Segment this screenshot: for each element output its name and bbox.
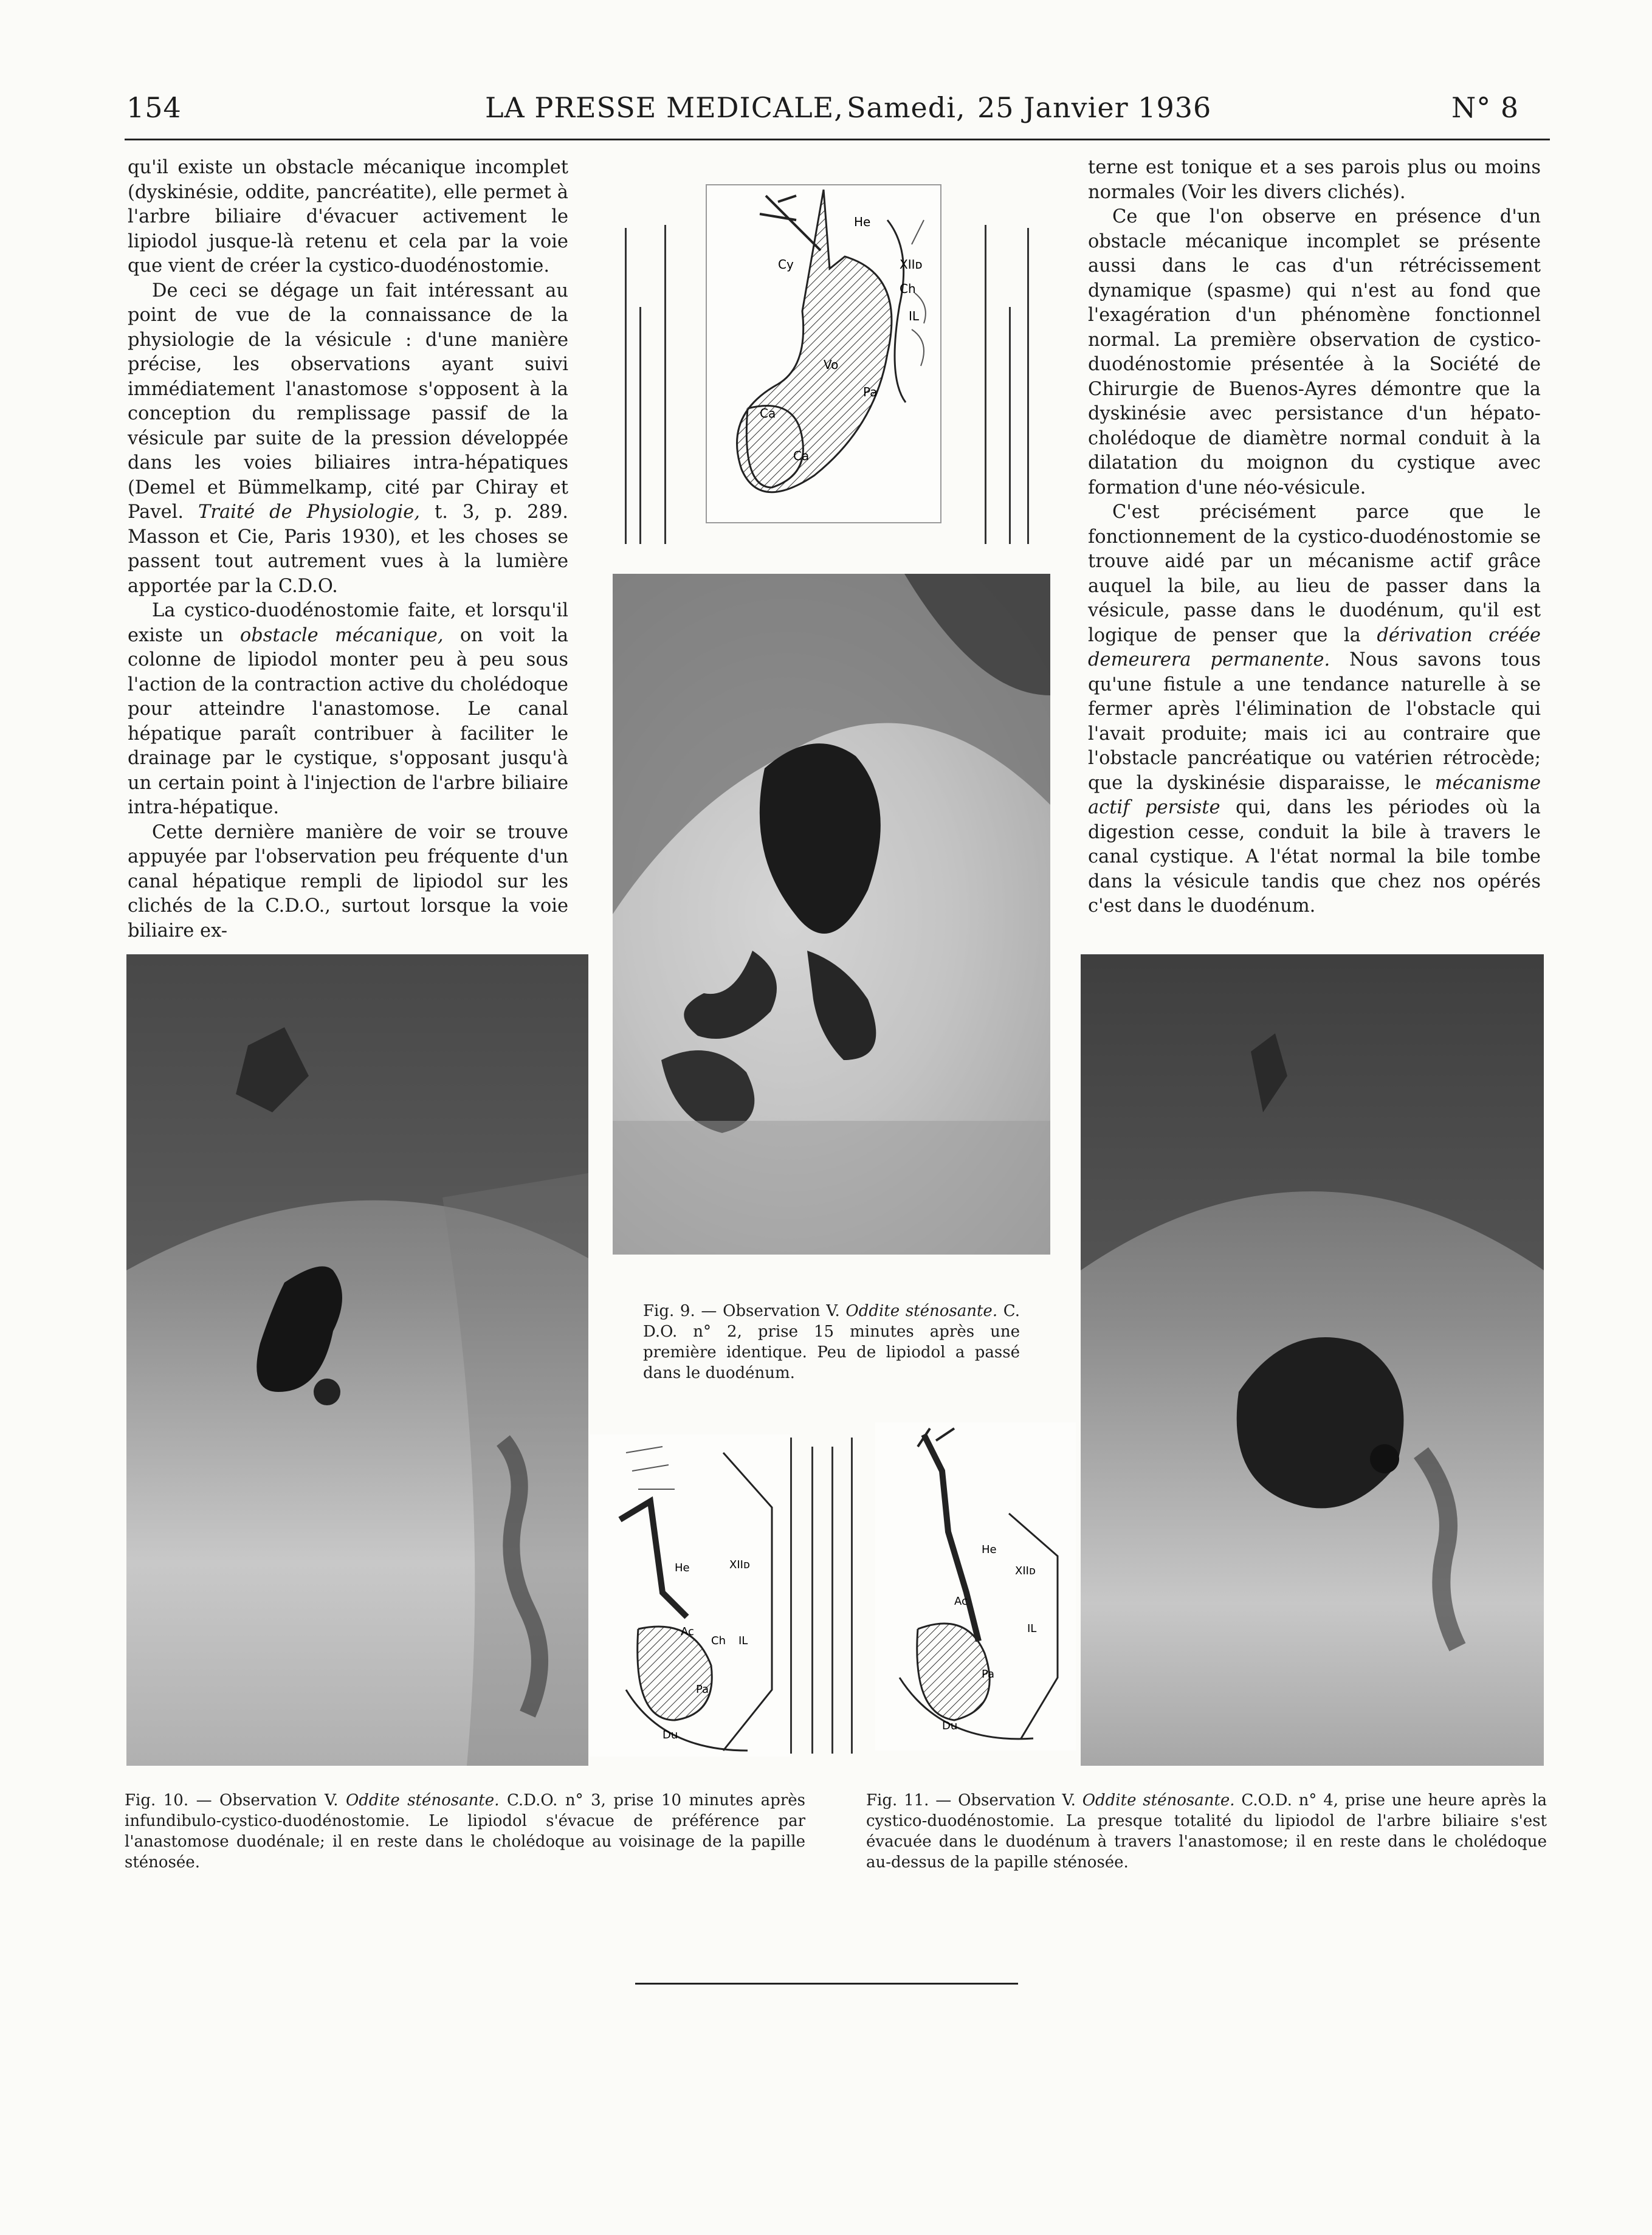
radiograph-shading	[1081, 954, 1544, 1766]
sketch-label: Pa	[863, 385, 878, 399]
left-text-column	[128, 156, 568, 943]
sketch-label: IL	[909, 309, 920, 323]
fig9-diagram	[705, 184, 942, 524]
divider-line	[790, 1438, 792, 1754]
journal-title: LA PRESSE MEDICALE,	[485, 91, 844, 124]
header-date: 25 Janvier 1936	[977, 91, 1212, 124]
divider-line	[811, 1447, 813, 1754]
sketch-label: Cy	[778, 257, 794, 272]
left-paragraph-4: Cette dernière manière de voir se trouve appuyée par l'observation peu fréquente d'un canal hépatique rempli de lipiodol sur les clichés de la C.D.O., surtout lorsque la voie biliaire ex-	[128, 821, 568, 942]
fig11-radiograph	[1081, 954, 1544, 1766]
fig9-radiograph	[613, 574, 1050, 1255]
radiograph-shading	[126, 954, 588, 1766]
right-paragraph-3: C'est précisément parce que le fonctionnement de la cystico-duodénostomie se trouve aidé par un mécanisme actif grâce auquel la bile, au lieu de passer dans la vésicule, passe dans le duodénum, qu'il est logique de penser que la dérivation créée demeurera permanente. Nous savons tous qu'une fistule a une tendance naturelle à se fermer après l'élimination de l'obstacle qui l'avait produite; mais ici au contraire que l'obstacle pancréatique ou vatérien rétrocède; que la dyskinésie disparaisse, le mécanisme actif persiste qui, dans les périodes où la digestion cesse, conduit la bile à travers le canal cystique. A l'état normal la bile tombe dans la vésicule tandis que chez nos opérés c'est dans le duodénum.	[1088, 501, 1541, 917]
sketch-label: IL	[738, 1634, 748, 1647]
sketch-label: XIIᴅ	[1015, 1565, 1036, 1577]
sketch-label: Du	[663, 1729, 678, 1741]
right-paragraph-2: Ce que l'on observe en présence d'un obstacle mécanique incomplet se présente aussi dans le cas d'un rétrécissement dynamique (spasme) qui n'est au fond que l'exagération d'un phénomène fonctionnel normal. La première observation de cystico-duodénostomie présentée à la Société de Chirurgie de Buenos-Ayres démontre que la dyskinésie avec persistance d'un hépato-cholédoque de diamètre normal conduit à la dilatation du moignon du cystique avec formation d'une néo-vésicule.	[1088, 206, 1541, 498]
sketch-label: Ch	[711, 1634, 726, 1647]
sketch-label: XIIᴅ	[729, 1558, 750, 1571]
divider-line	[1009, 307, 1011, 544]
sketch-label: He	[675, 1562, 690, 1574]
page-number: 154	[126, 91, 182, 124]
divider-line	[985, 225, 986, 544]
sketch-label: Du	[942, 1720, 958, 1732]
fig11-diagram	[875, 1422, 1076, 1751]
divider-line	[831, 1447, 833, 1754]
biliary-tree-sketch	[875, 1422, 1076, 1751]
fig10-caption: Fig. 10. — Observation V. Oddite sténosante. C.D.O. n° 3, prise 10 minutes après infundibulo-cystico-duodénostomie. Le lipiodol s'évacue de préférence par l'anastomose duodénale; il en reste dans le cholédoque au voisinage de la papille sténosée.	[125, 1791, 805, 1872]
sketch-label: Ca	[793, 449, 810, 463]
biliary-tree-sketch	[590, 1434, 790, 1757]
fig11-caption: Fig. 11. — Observation V. Oddite sténosante. C.O.D. n° 4, prise une heure après la cystico-duodénostomie. La presque totalité du lipiodol de l'arbre biliaire s'est évacuée dans le duodénum à travers l'anastomose; il en reste dans le cholédoque au-dessus de la papille sténosée.	[866, 1791, 1547, 1872]
right-paragraph-1: terne est tonique et a ses parois plus ou moins normales (Voir les divers clichés).	[1088, 157, 1541, 203]
sketch-label: Vo	[824, 357, 839, 372]
sketch-label: Ca	[760, 406, 776, 421]
sketch-label: He	[982, 1543, 997, 1556]
sketch-label: XIIᴅ	[900, 257, 923, 272]
biliary-tree-sketch	[705, 184, 942, 524]
divider-line	[625, 228, 627, 544]
sketch-label: Pa	[982, 1668, 995, 1681]
left-paragraph-2: De ceci se dégage un fait intéressant au point de vue de la connaissance de la physiologie de la vésicule : d'une manière précise, les observations ayant suivi immédiatement l'anastomose s'opposent à la conception du remplissage passif de la vésicule par suite de la pression développée dans les voies biliaires intra-hépatiques (Demel et Bümmelkamp, cité par Chiray et Pavel. Traité de Physiologie, t. 3, p. 289. Masson et Cie, Paris 1930), et les choses se passent tout autrement vues à la lumière apportée par la C.D.O.	[128, 280, 568, 597]
fig10-diagram	[590, 1434, 790, 1757]
radiograph-shading	[613, 574, 1050, 1255]
sketch-label: Ch	[900, 281, 916, 296]
sketch-label: Pa	[696, 1683, 709, 1696]
divider-line	[851, 1438, 853, 1754]
footer-rule	[635, 1983, 1018, 1985]
header-rule	[125, 139, 1550, 140]
sketch-label: He	[854, 215, 871, 229]
sketch-label: Ac	[681, 1625, 694, 1638]
header-day: Samedi,	[847, 91, 966, 124]
right-text-column	[1088, 156, 1541, 919]
fig9-caption: Fig. 9. — Observation V. Oddite sténosante. C. D.O. n° 2, prise 15 minutes après une première identique. Peu de lipiodol a passé dans le duodénum.	[643, 1302, 1020, 1382]
divider-line	[1027, 228, 1029, 544]
page-header	[126, 91, 1549, 134]
divider-line	[664, 225, 666, 544]
divider-line	[639, 307, 641, 544]
sketch-label: IL	[1027, 1622, 1037, 1635]
sketch-label: Ac	[954, 1595, 968, 1608]
left-paragraph-1: qu'il existe un obstacle mécanique incomplet (dyskinésie, oddite, pancréatite), elle permet à l'arbre biliaire d'évacuer activement le lipiodol jusque-là retenu et cela par la voie que vient de créer la cystico-duodénostomie.	[128, 157, 568, 277]
issue-number: N° 8	[1451, 91, 1519, 124]
left-paragraph-3: La cystico-duodénostomie faite, et lorsqu'il existe un obstacle mécanique, on voit la colonne de lipiodol monter peu à peu sous l'action de la contraction active du cholédoque pour atteindre l'anastomose. Le canal hépatique paraît contribuer à faciliter le drainage par le cystique, s'opposant jusqu'à un certain point à l'injection de l'arbre biliaire intra-hépatique.	[128, 600, 569, 818]
fig10-radiograph	[126, 954, 588, 1766]
